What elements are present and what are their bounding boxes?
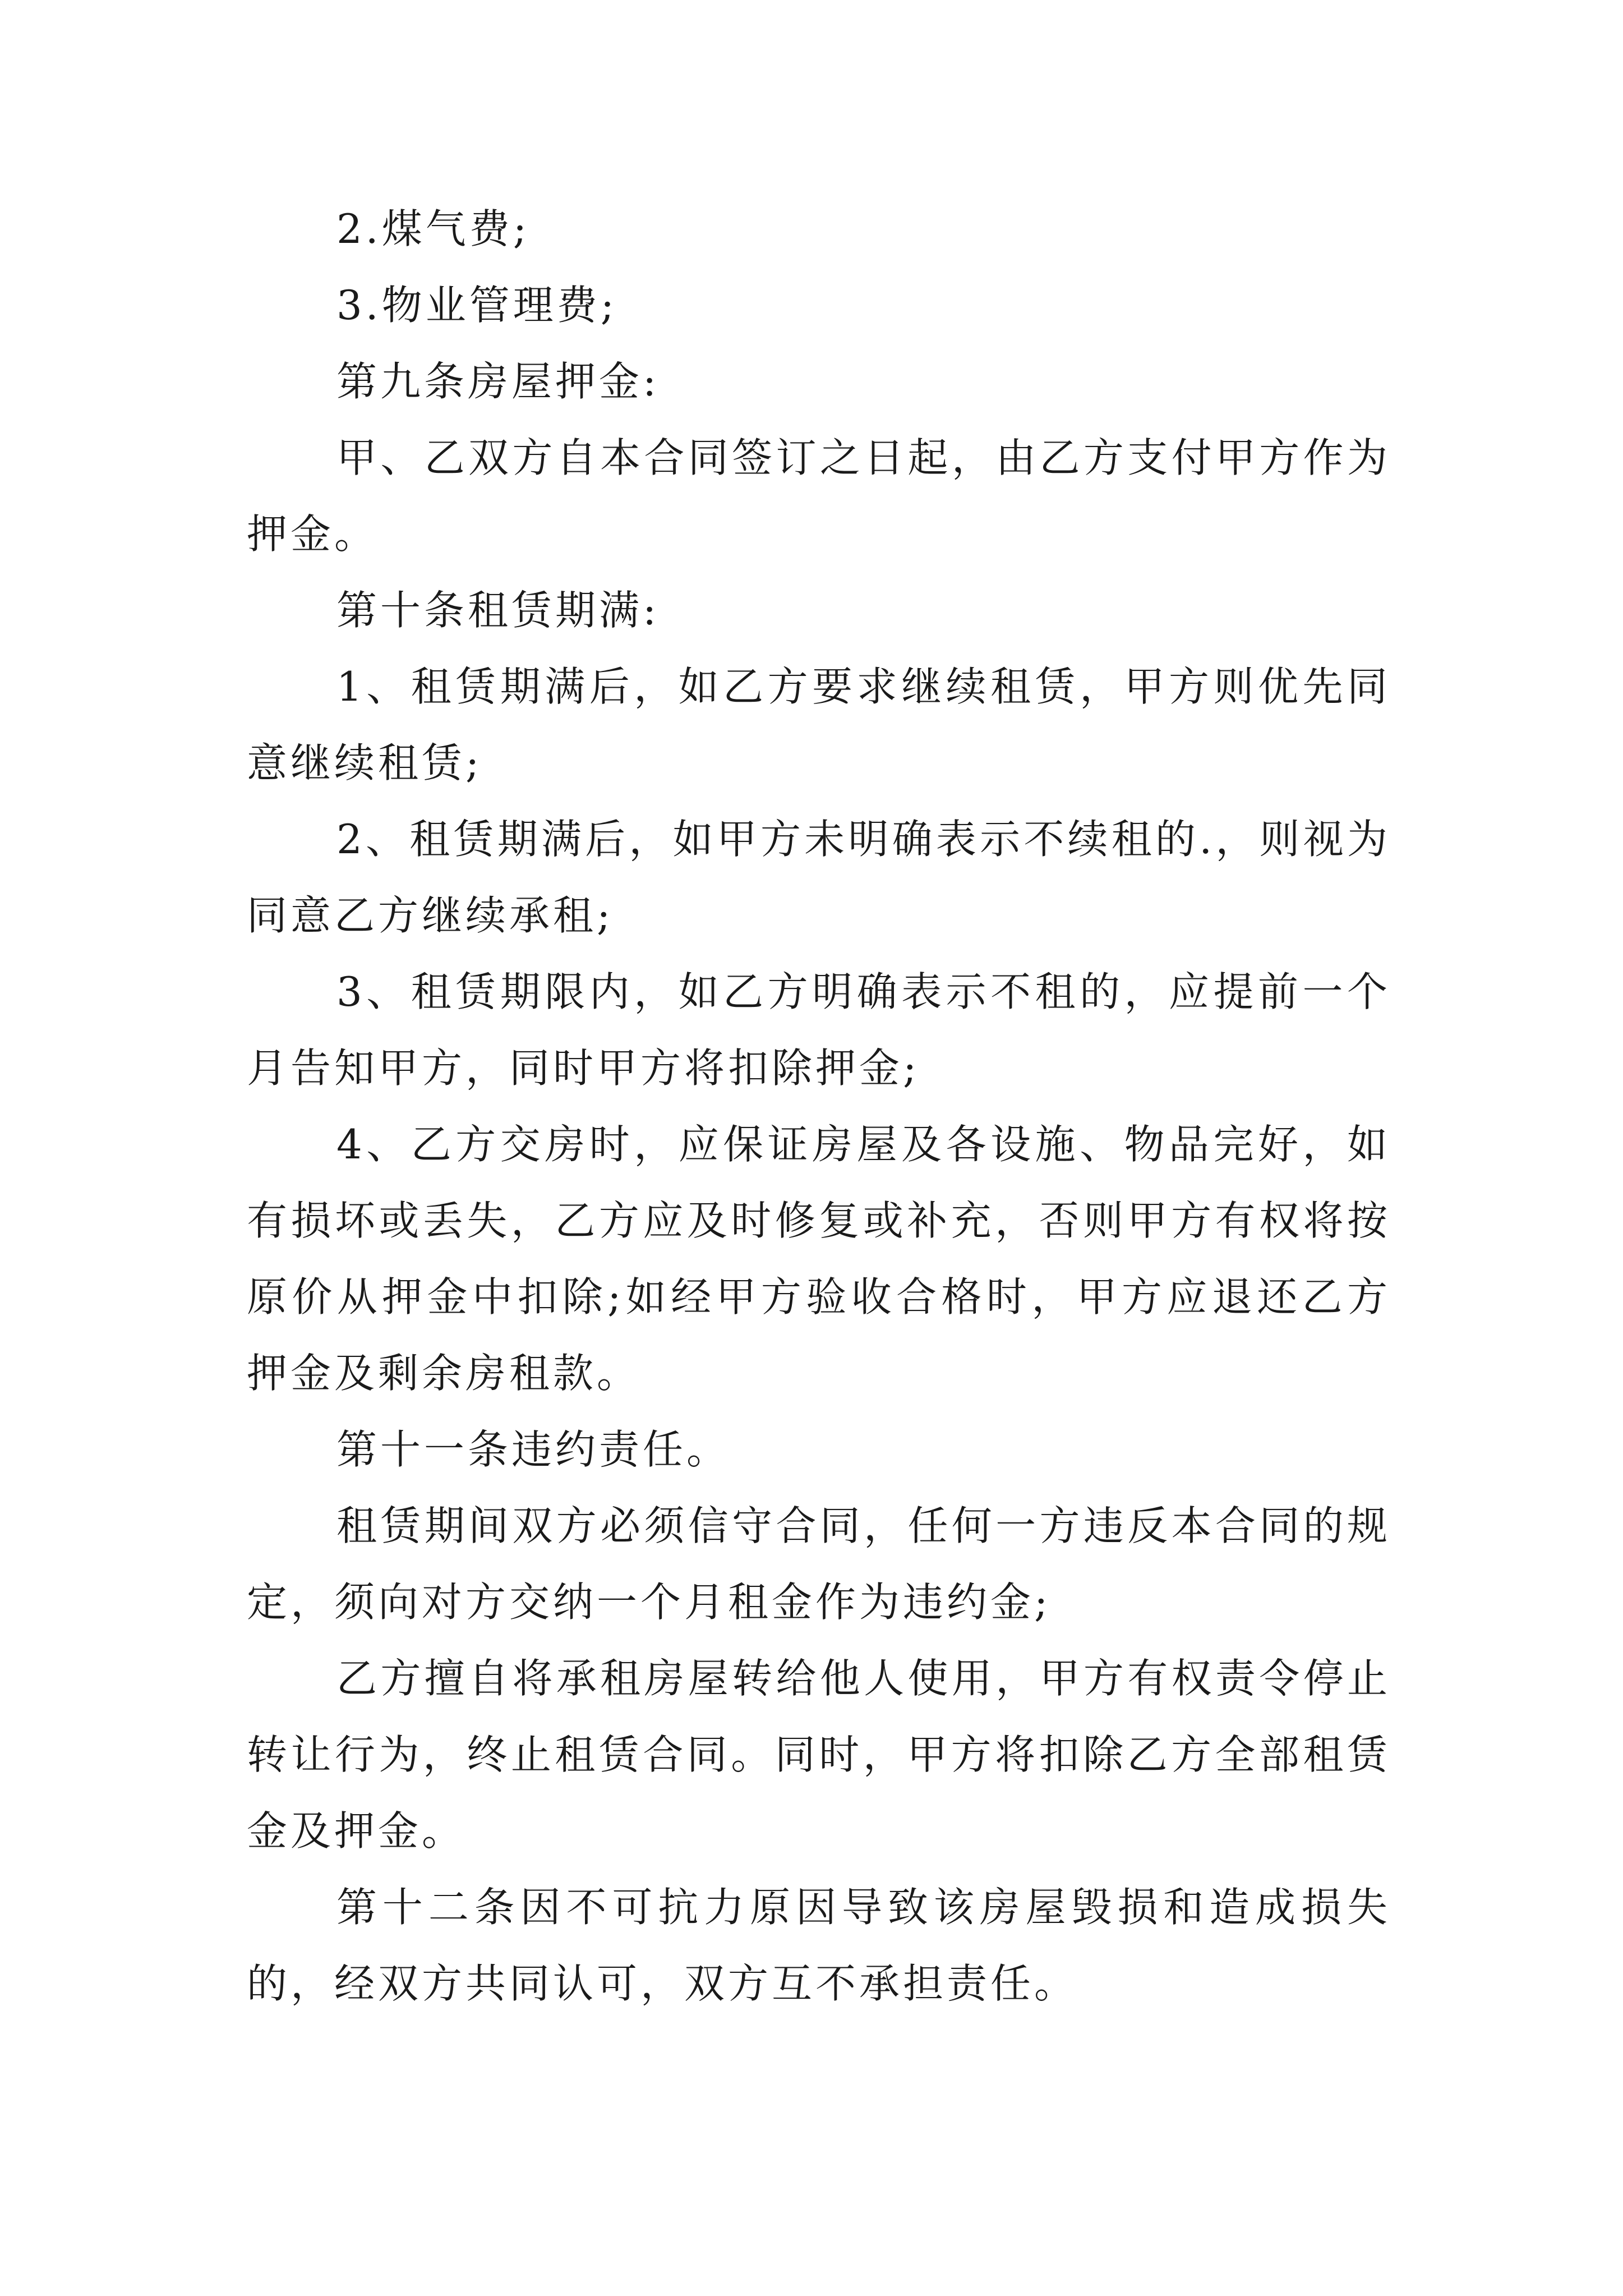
paragraph-breach-2: 乙方擅自将承租房屋转给他人使用，甲方有权责令停止转让行为，终止租赁合同。同时，甲方将扣除乙方全部租赁金及押金。 bbox=[247, 1655, 1391, 1855]
paragraph-gas-fee: 2.煤气费; bbox=[336, 205, 530, 252]
paragraph-expiry-2: 2、租赁期满后，如甲方未明确表示不续租的.，则视为同意乙方继续承租; bbox=[247, 816, 1391, 939]
document-body bbox=[247, 191, 1391, 2022]
paragraph-expiry-3: 3、租赁期限内，如乙方明确表示不租的，应提前一个月告知甲方，同时甲方将扣除押金; bbox=[247, 968, 1391, 1092]
heading-article-9: 第九条房屋押金: bbox=[336, 358, 660, 405]
paragraph-deposit: 甲、乙双方自本合同签订之日起，由乙方支付甲方作为押金。 bbox=[247, 434, 1391, 558]
paragraph-expiry-1: 1、租赁期满后，如乙方要求继续租赁，甲方则优先同意继续租赁; bbox=[247, 663, 1391, 786]
paragraph-expiry-4: 4、乙方交房时，应保证房屋及各设施、物品完好，如有损坏或丢失，乙方应及时修复或补充，否则甲方有权将按原价从押金中扣除;如经甲方验收合格时，甲方应退还乙方押金及剩余房租款。 bbox=[247, 1121, 1391, 1397]
paragraph-article-12: 第十二条因不可抗力原因导致该房屋毁损和造成损失的，经双方共同认可，双方互不承担责任。 bbox=[247, 1884, 1391, 2007]
paragraph-breach-1: 租赁期间双方必须信守合同，任何一方违反本合同的规定，须向对方交纳一个月租金作为违约金; bbox=[247, 1502, 1391, 1626]
heading-article-10: 第十条租赁期满: bbox=[336, 587, 660, 634]
heading-article-11: 第十一条违约责任。 bbox=[336, 1426, 731, 1473]
paragraph-property-fee: 3.物业管理费; bbox=[336, 282, 617, 329]
